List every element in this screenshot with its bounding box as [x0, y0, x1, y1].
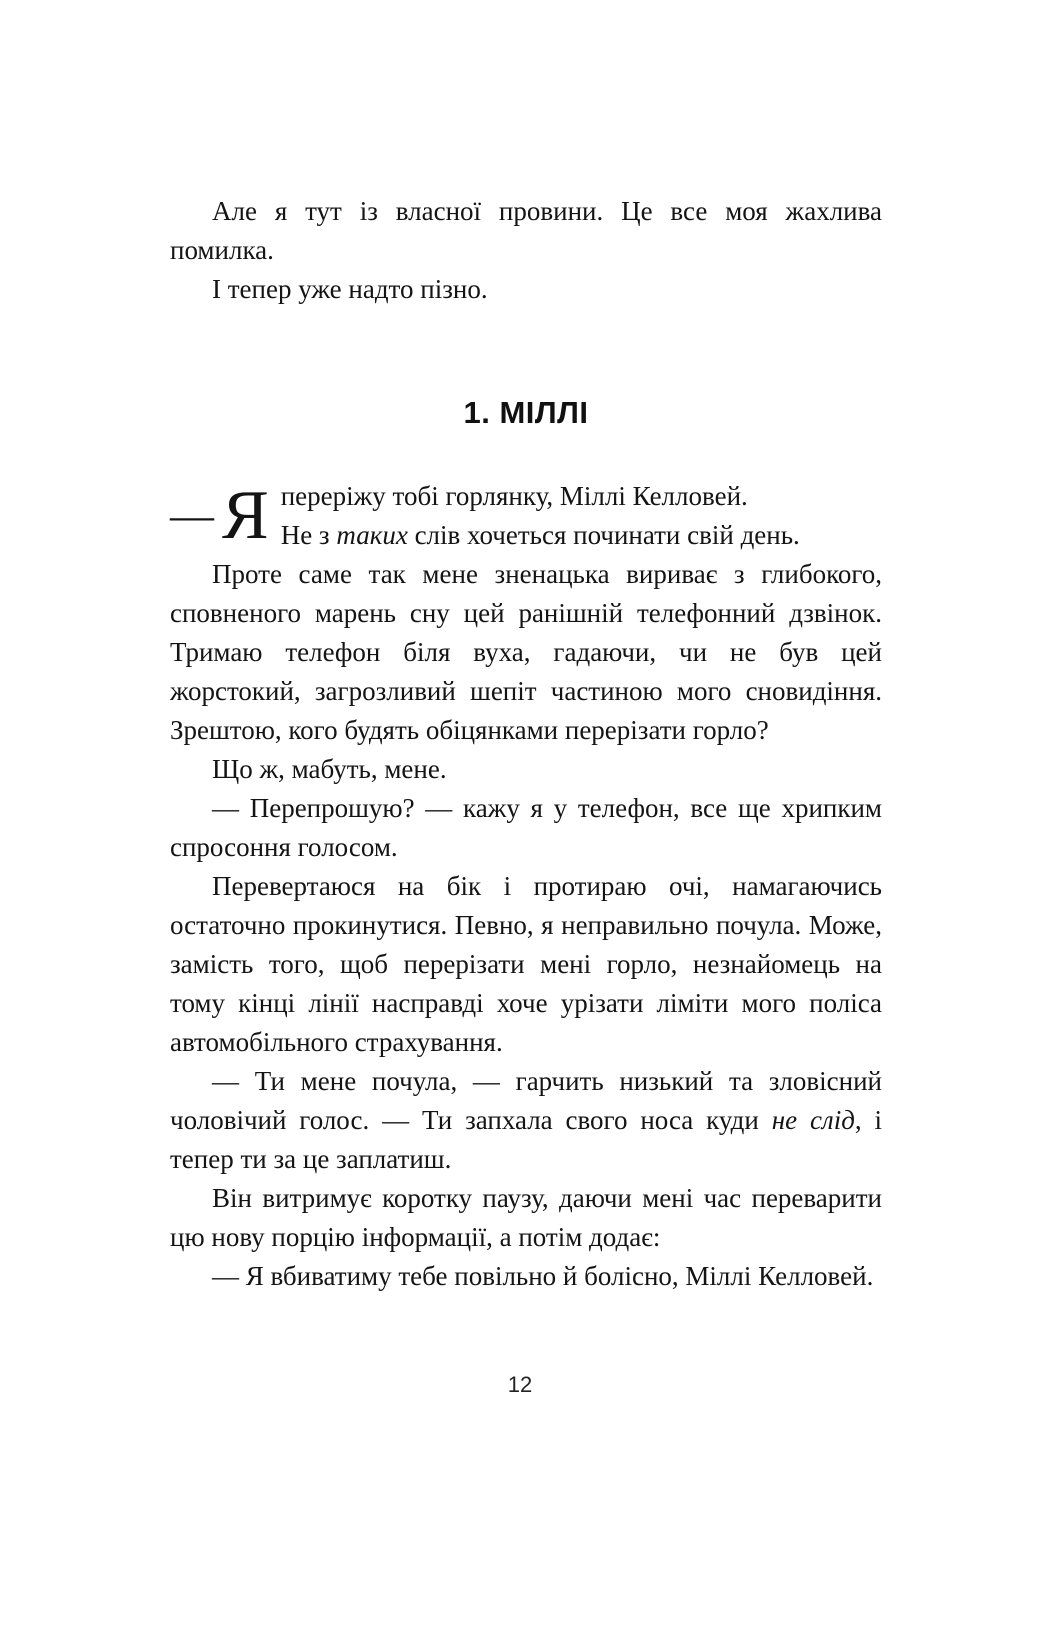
paragraph [170, 867, 882, 1062]
paragraph [170, 1257, 882, 1296]
text-run: Не з [280, 520, 337, 550]
drop-cap [170, 477, 281, 555]
paragraph [170, 192, 882, 270]
paragraph [170, 1062, 882, 1179]
text-run: Що ж, мабуть, мене. [212, 754, 447, 784]
text-run: слів хочеться починати свій день. [407, 520, 800, 550]
text-run: Але я тут із власної провини. Це все моя жахлива помилка. [170, 196, 882, 265]
text-run: Перевертаюся на бік і протираю очі, намагаючись остаточно прокинутися. Певно, я неправильно почула. Може, замість того, щоб перерізати мені горло, незнайомець на тому кінці лінії насправді хоче урізати ліміти мого поліса автомобільного страхування. [170, 871, 882, 1057]
paragraph [170, 270, 882, 309]
opening-paragraph [170, 477, 882, 555]
body-paragraphs [170, 555, 882, 1296]
text-run: — Я вбиватиму тебе повільно й болісно, Міллі Келловей. [212, 1261, 874, 1291]
drop-cap-letter: Я [222, 477, 269, 554]
italic-text: не слід [771, 1105, 855, 1135]
dialogue-dash: — [170, 491, 214, 540]
text-run: Проте саме так мене зненацька вириває з глибокого, сповненого марень сну цей ранішній телефонний дзвінок. Тримаю телефон біля вуха, гадаючи, чи не був цей жорстокий, загрозливий шепіт частиною мого сновидіння. Зрештою, кого будять обіцянками перерізати горло? [170, 559, 882, 745]
chapter-heading: 1. МІЛЛІ [463, 395, 589, 430]
italic-text: таких [336, 520, 408, 550]
text-run: Він витримує коротку паузу, даючи мені час переварити цю нову порцію інформації, а потім додає: [170, 1183, 882, 1252]
text-run: — Ти мене почула, — гарчить низький та зловісний чоловічий голос. — Ти запхала свого носа куди [170, 1066, 882, 1135]
paragraph [170, 555, 882, 750]
paragraph [170, 789, 882, 867]
text-run: — Перепрошую? — кажу я у телефон, все ще хрипким спросоння голосом. [170, 793, 882, 862]
text-block [170, 192, 882, 1296]
paragraph [170, 750, 882, 789]
text-run: І тепер уже надто пізно. [212, 274, 488, 304]
intro-paragraphs [170, 192, 882, 309]
text-run: , і тепер ти за це заплатиш. [170, 1105, 882, 1174]
page-number: 12 [507, 1372, 533, 1397]
paragraph [170, 1179, 882, 1257]
text-run: переріжу тобі горлянку, Міллі Келловей. [280, 481, 748, 511]
